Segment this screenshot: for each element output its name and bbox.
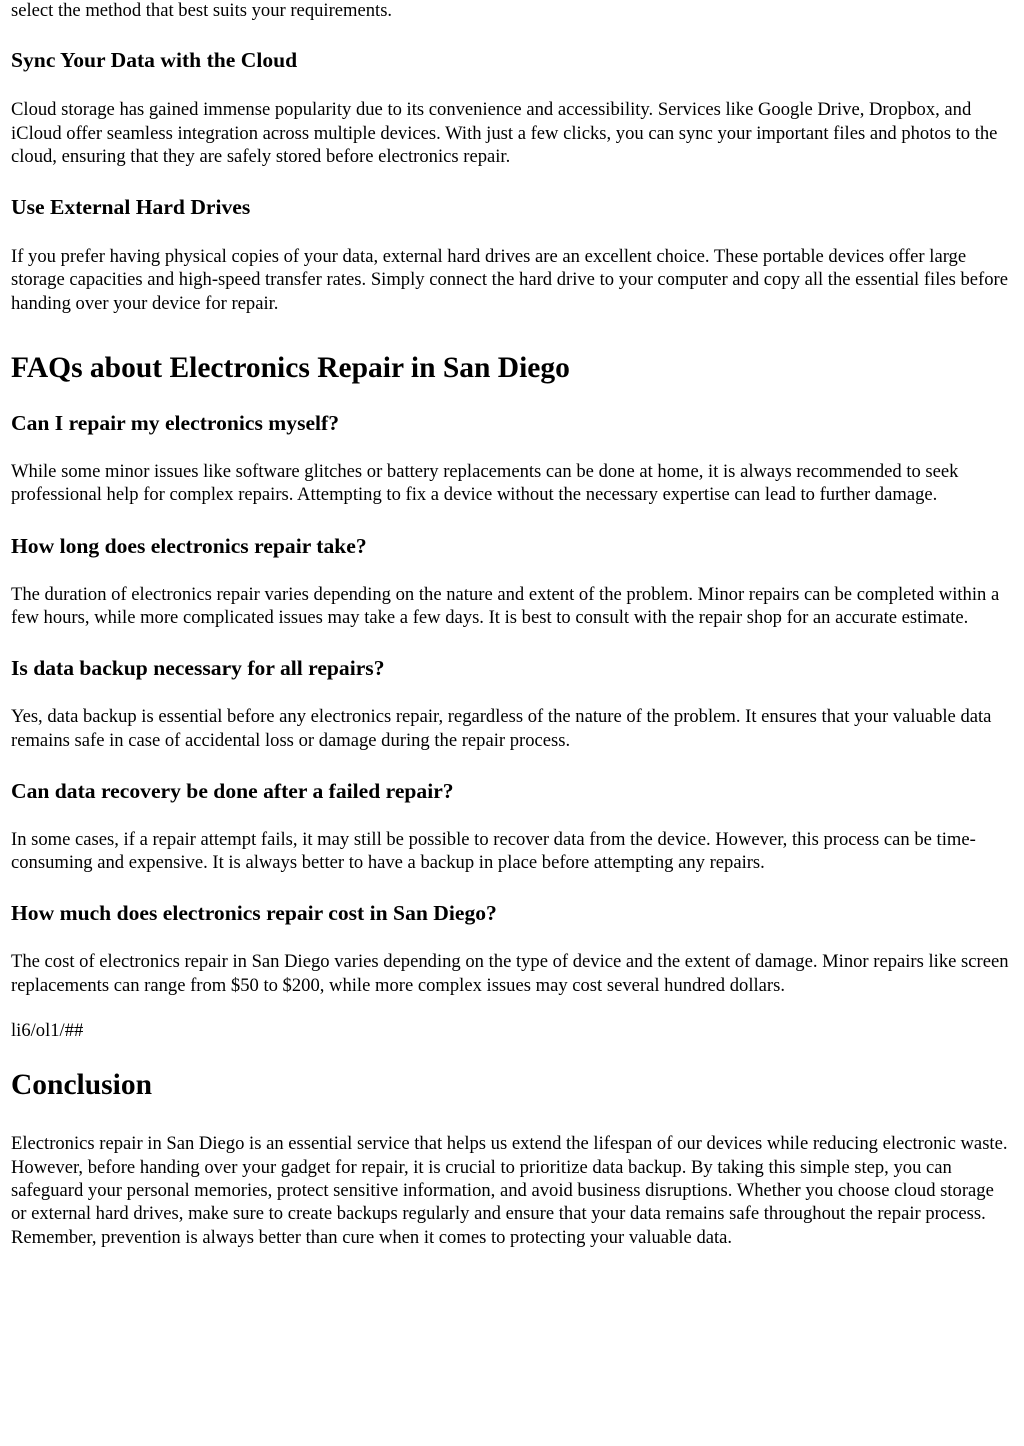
faq-section-heading: FAQs about Electronics Repair in San Diego	[11, 352, 570, 385]
faq-question: Can I repair my electronics myself?	[11, 411, 340, 436]
faq-answer: The duration of electronics repair varies depending on the nature and extent of the problem. Minor repairs can be completed within a few hours, while more complicated issues may take a few days. It is best to consult with the repair shop for an accurate estimate.	[11, 583, 1000, 628]
faq-answer: The cost of electronics repair in San Diego varies depending on the type of device and the extent of damage. Minor repairs like screen replacements can range from $50 to $200, while more complex issues may cost several hundred dollars.	[11, 951, 1009, 996]
faq-answer: Yes, data backup is essential before any electronics repair, regardless of the nature of the problem. It ensures that your valuable data remains safe in case of accidental loss or damage during the repair process.	[11, 706, 992, 751]
faq-question: How long does electronics repair take?	[11, 533, 367, 558]
article-body	[11, 0, 1011, 1249]
faq-question: Is data backup necessary for all repairs?	[11, 656, 385, 681]
section-heading-external-drives: Use External Hard Drives	[11, 195, 251, 220]
section-heading-sync-cloud: Sync Your Data with the Cloud	[11, 48, 298, 73]
faq-answer: In some cases, if a repair attempt fails, it may still be possible to recover data from the device. However, this process can be time-consuming and expensive. It is always better to have a backup in place before attempting any repairs.	[11, 828, 976, 874]
faq-answer: While some minor issues like software glitches or battery replacements can be done at home, it is always recommended to seek professional help for complex repairs. Attempting to fix a device without the necessary expertise can lead to further damage.	[11, 461, 959, 506]
external-drives-paragraph: If you prefer having physical copies of your data, external hard drives are an excellent choice. These portable devices offer large storage capacities and high-speed transfer rates. Simply connect the hard drive to your computer and copy all the essential files before handing over your device for repair.	[11, 246, 1008, 314]
conclusion-paragraph: Electronics repair in San Diego is an essential service that helps us extend the lifespan of our devices while reducing electronic waste. However, before handing over your gadget for repair, it is crucial to prioritize data backup. By taking this simple step, you can safeguard your personal memories, protect sensitive information, and avoid business disruptions. Whether you choose cloud storage or external hard drives, make sure to create backups regularly and ensure that your data remains safe throughout the repair process. Remember, prevention is always better than cure when it comes to protecting your valuable data.	[11, 1133, 1008, 1248]
intro-paragraph-tail: select the method that best suits your requirements.	[11, 0, 393, 21]
faq-question: How much does electronics repair cost in San Diego?	[11, 901, 497, 926]
sync-cloud-paragraph: Cloud storage has gained immense popularity due to its convenience and accessibility. Services like Google Drive, Dropbox, and iCloud offer seamless integration across multiple devices. With just a few clicks, you can sync your important files and photos to the cloud, ensuring that they are safely stored before electronics repair.	[11, 99, 998, 167]
faq-question: Can data recovery be done after a failed repair?	[11, 778, 454, 803]
conclusion-heading: Conclusion	[11, 1069, 152, 1102]
stray-markup-text: li6/ol1/##	[11, 1020, 84, 1042]
